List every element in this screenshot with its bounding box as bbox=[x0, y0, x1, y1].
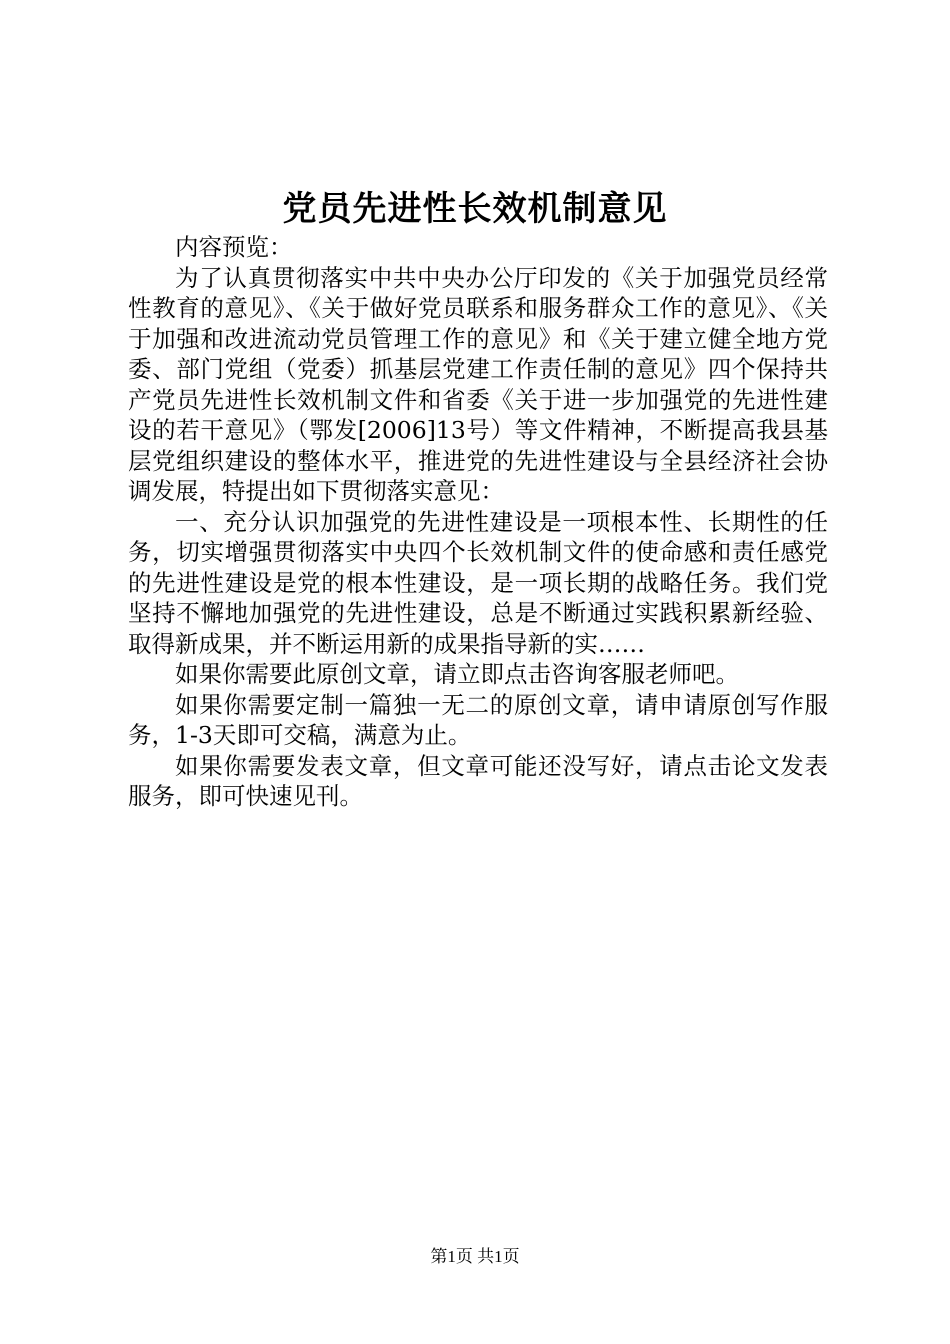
service-link-consult[interactable]: 如果你需要此原创文章，请立即点击咨询客服老师吧。 bbox=[175, 660, 739, 688]
page-number-footer: 第1页 共1页 bbox=[430, 1247, 520, 1266]
preview-label: 内容预览： bbox=[175, 233, 293, 261]
body-paragraph-intro: 为了认真贯彻落实中共中央办公厅印发的《关于加强党员经常性教育的意见》、《关于做好党员联系和服务群众工作的意见》、《关于加强和改进流动党员管理工作的意见》和《关于建立健全地方党委、部门党组（党委）抓基层党建工作责任制的意见》四个保持共产党员先进性长效机制文件和省委《关于进一步加强党的先进性建设的若干意见》（鄂发[2006]13号）等文件精神，不断提高我县基层党组织建设的整体水平，推进党的先进性建设与全县经济社会协调发展，特提出如下贯彻落实意见： bbox=[128, 263, 828, 505]
service-link-custom-writing[interactable]: 如果你需要定制一篇独一无二的原创文章，请申请原创写作服务，1-3天即可交稿，满意为止。 bbox=[128, 690, 828, 749]
document-body bbox=[128, 232, 828, 812]
body-paragraph-section-one: 一、充分认识加强党的先进性建设是一项根本性、长期性的任务，切实增强贯彻落实中央四个长效机制文件的使命感和责任感党的先进性建设是党的根本性建设，是一项长期的战略任务。我们党坚持不懈地加强党的先进性建设，总是不断通过实践积累新经验、取得新成果，并不断运用新的成果指导新的实…… bbox=[128, 507, 828, 658]
service-link-publishing[interactable]: 如果你需要发表文章，但文章可能还没写好，请点击论文发表服务，即可快速见刊。 bbox=[128, 751, 828, 810]
document-title: 党员先进性长效机制意见 bbox=[282, 189, 668, 229]
